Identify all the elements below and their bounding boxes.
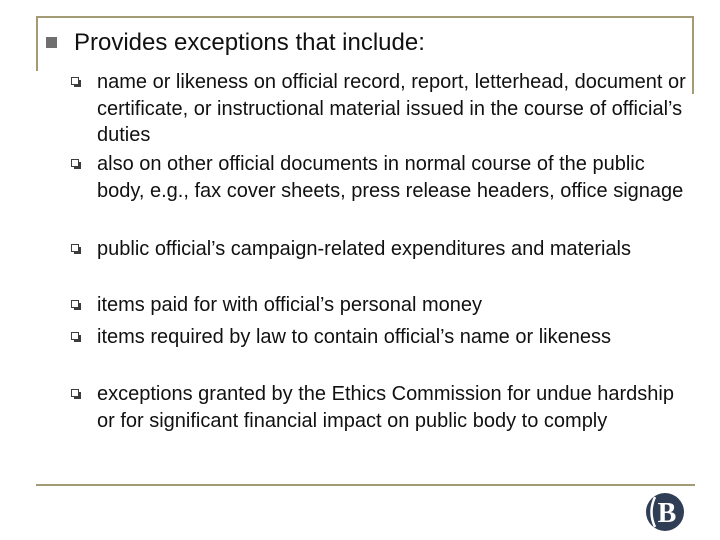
hollow-square-bullet-icon [71, 389, 79, 397]
hollow-square-bullet-icon [71, 300, 79, 308]
left-frame-line [36, 16, 38, 71]
main-point: Provides exceptions that include: [74, 29, 425, 56]
sub-point-text: public official’s campaign-related expenditures and materials [97, 238, 632, 260]
square-bullet-icon [46, 37, 57, 48]
sub-point-text: also on other official documents in normal course of the public body, e.g., fax cover sheets, press release headers, office signage [97, 153, 684, 202]
hollow-square-bullet-icon [71, 244, 79, 252]
b-monogram-logo-icon [645, 492, 685, 532]
sub-point-text: name or likeness on official record, report, letterhead, document or certificate, or instructional material issued in the course of official’s duties [97, 71, 686, 146]
sub-point-text: exceptions granted by the Ethics Commission for undue hardship or for significant financial impact on public body to comply [97, 383, 674, 432]
hollow-square-bullet-icon [71, 77, 79, 85]
hollow-square-bullet-icon [71, 332, 79, 340]
sub-point-text: items required by law to contain official’s name or likeness [97, 326, 611, 348]
hollow-square-bullet-icon [71, 159, 79, 167]
sub-point-text: items paid for with official’s personal money [97, 294, 482, 316]
top-frame-line [36, 16, 694, 18]
bottom-frame-line [36, 484, 695, 486]
logo-letter: B [657, 498, 677, 529]
